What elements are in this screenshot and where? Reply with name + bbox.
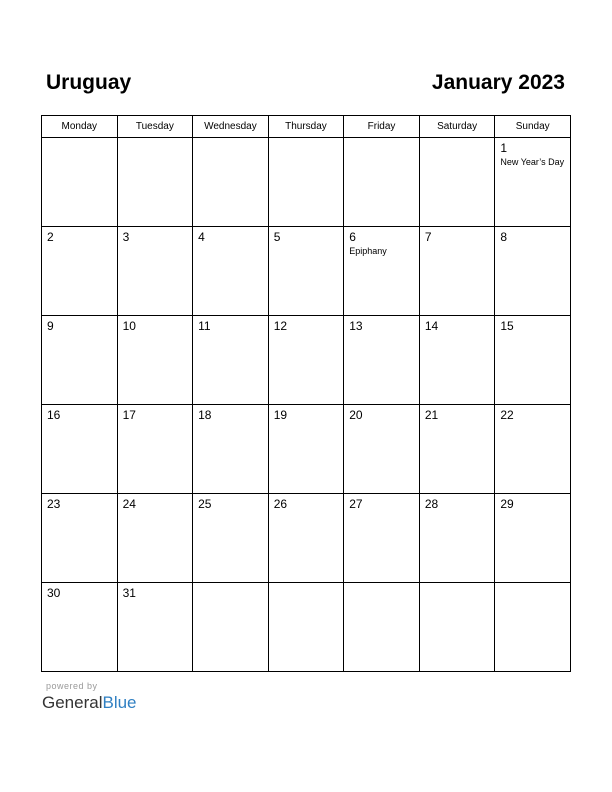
day-cell [42, 138, 118, 227]
day-cell [268, 405, 344, 494]
day-cell [117, 583, 193, 672]
week-row [42, 583, 571, 672]
brand-general-text: General [42, 693, 103, 712]
holiday-label: New Year’s Day [500, 157, 565, 167]
day-number: 3 [122, 230, 130, 244]
day-cell [117, 138, 193, 227]
day-number: 11 [198, 319, 211, 333]
day-number: 17 [122, 408, 136, 422]
day-cell [42, 405, 118, 494]
day-number: 10 [122, 319, 136, 333]
day-cell [419, 138, 495, 227]
day-number: 18 [198, 408, 212, 422]
weekday-monday: Monday [42, 116, 118, 138]
day-cell [268, 227, 344, 316]
day-number: 29 [500, 497, 514, 511]
day-number: 8 [500, 230, 508, 244]
day-number: 24 [122, 497, 136, 511]
weekday-friday: Friday [344, 116, 420, 138]
day-number: 15 [500, 319, 514, 333]
weekday-sunday: Sunday [495, 116, 571, 138]
day-number: 30 [47, 586, 61, 600]
day-number: 23 [47, 497, 61, 511]
day-cell [193, 494, 269, 583]
weekday-wednesday: Wednesday [193, 116, 269, 138]
country-title: Uruguay [46, 71, 132, 94]
day-cell [495, 227, 571, 316]
day-cell [344, 138, 420, 227]
day-cell [193, 227, 269, 316]
day-cell [495, 494, 571, 583]
month-title: January 2023 [431, 71, 565, 94]
day-number: 22 [500, 408, 514, 422]
day-cell [419, 316, 495, 405]
day-number: 6 [349, 230, 356, 244]
day-cell [117, 494, 193, 583]
day-number: 31 [122, 586, 136, 600]
day-number: 9 [47, 319, 54, 333]
day-cell [268, 494, 344, 583]
day-cell [344, 583, 420, 672]
day-cell [495, 138, 571, 227]
day-cell [495, 583, 571, 672]
day-cell [344, 316, 420, 405]
day-cell [419, 583, 495, 672]
day-number: 20 [349, 408, 363, 422]
day-cell [117, 405, 193, 494]
day-cell [42, 227, 118, 316]
day-number: 7 [424, 230, 432, 244]
powered-by-label: powered by [46, 681, 98, 691]
calendar-grid [41, 115, 571, 672]
week-row [42, 494, 571, 583]
day-cell [193, 138, 269, 227]
day-cell [419, 405, 495, 494]
day-cell [42, 494, 118, 583]
day-number: 25 [198, 497, 212, 511]
day-number: 13 [349, 319, 363, 333]
day-cell [344, 227, 420, 316]
holiday-label: Epiphany [349, 246, 387, 256]
day-cell [117, 316, 193, 405]
day-cell [193, 583, 269, 672]
brand-blue-text: Blue [102, 693, 137, 712]
day-cell [344, 494, 420, 583]
day-number: 16 [47, 408, 61, 422]
generalblue-logo[interactable] [42, 693, 137, 713]
day-cell [344, 405, 420, 494]
week-row [42, 405, 571, 494]
day-cell [193, 405, 269, 494]
day-number: 19 [273, 408, 288, 422]
weekday-saturday: Saturday [419, 116, 495, 138]
day-number: 21 [424, 408, 439, 422]
day-number: 12 [273, 319, 288, 333]
week-row [42, 138, 571, 227]
day-number: 5 [273, 230, 281, 244]
day-cell [495, 316, 571, 405]
day-cell [268, 583, 344, 672]
day-cell [419, 227, 495, 316]
day-number: 27 [349, 497, 363, 511]
day-cell [495, 405, 571, 494]
day-cell [42, 316, 118, 405]
day-number: 28 [424, 497, 439, 511]
day-number: 14 [424, 319, 439, 333]
day-cell [419, 494, 495, 583]
day-number: 4 [198, 230, 205, 244]
week-row [42, 316, 571, 405]
day-number: 26 [273, 497, 288, 511]
day-cell [117, 227, 193, 316]
day-cell [193, 316, 269, 405]
day-cell [268, 316, 344, 405]
weekday-header-row [42, 116, 571, 138]
day-cell [42, 583, 118, 672]
weekday-thursday: Thursday [268, 116, 344, 138]
day-number: 2 [47, 230, 54, 244]
day-number: 1 [500, 141, 508, 155]
weekday-tuesday: Tuesday [117, 116, 193, 138]
week-row [42, 227, 571, 316]
day-cell [268, 138, 344, 227]
